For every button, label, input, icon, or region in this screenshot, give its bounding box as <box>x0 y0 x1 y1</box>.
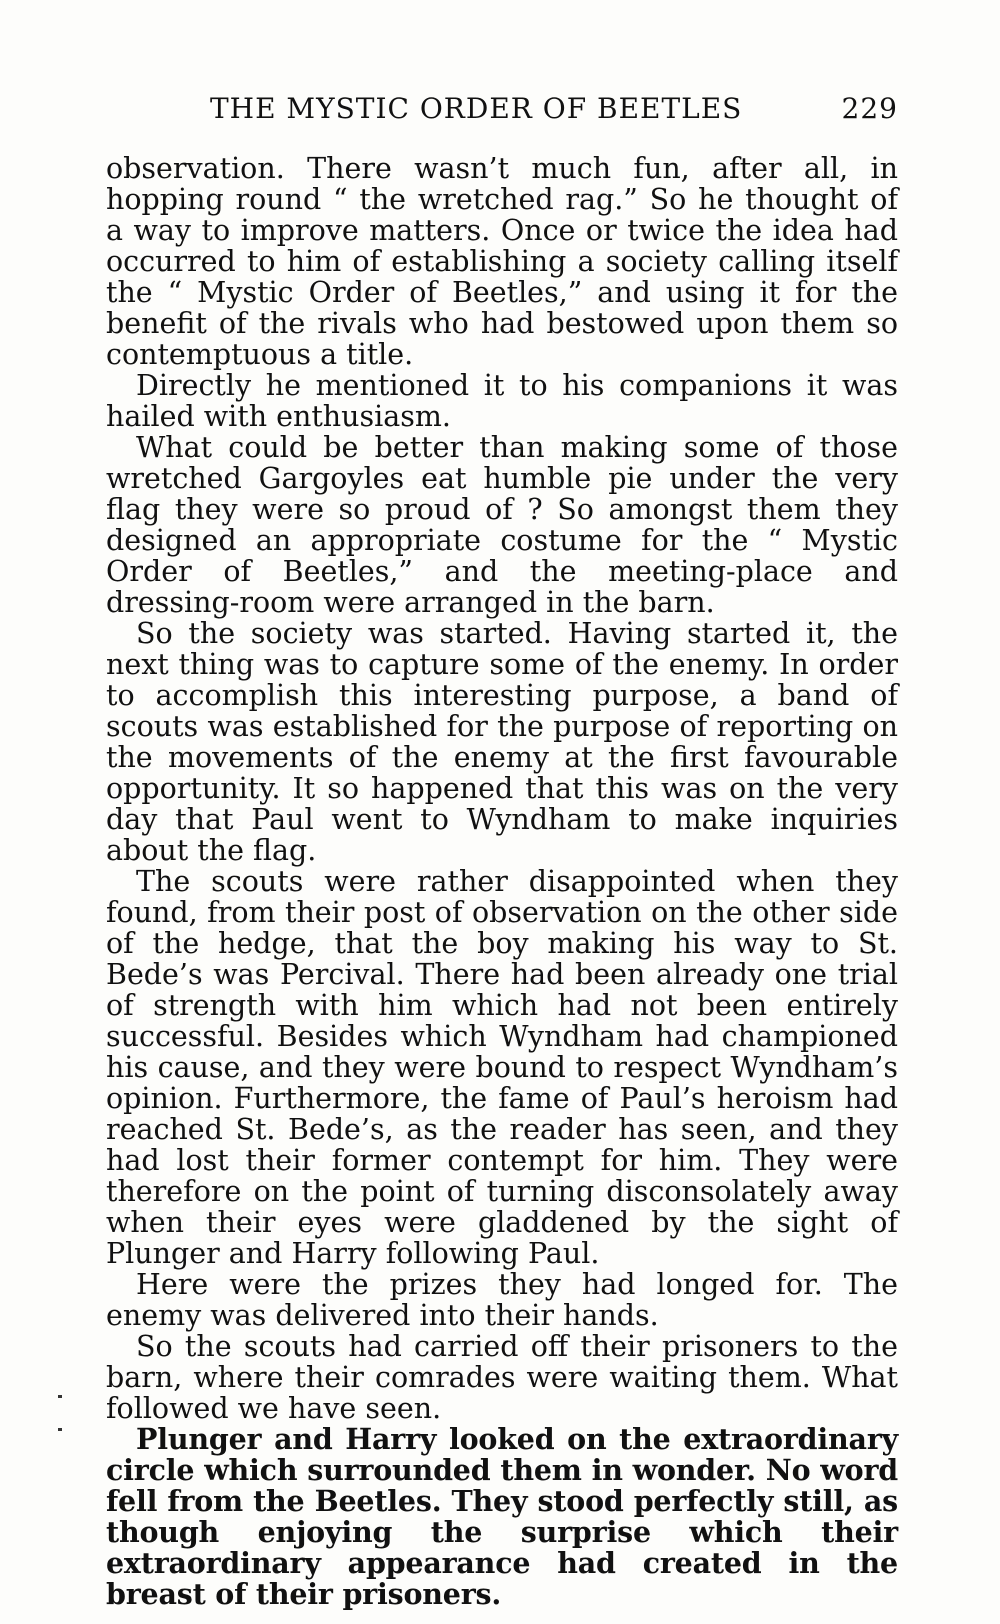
paragraph: So the scouts had carried off their prisoners to the barn, where their comrades were waiting them. What followed we have seen. <box>106 1330 898 1425</box>
margin-mark <box>58 1428 62 1431</box>
running-head <box>106 92 898 132</box>
body-text <box>106 153 898 1610</box>
paragraph: Plunger and Harry looked on the extraordinary circle which surrounded them in wonder. No word fell from the Beetles. They stood perfectly still, as though enjoying the surprise which their extraordinary appearance had created in the breast of their prisoners. <box>106 1422 898 1611</box>
paragraph: Here were the prizes they had longed for. The enemy was delivered into their hands. <box>106 1268 898 1332</box>
paragraph: What could be better than making some of those wretched Gargoyles eat humble pie under the very flag they were so proud of ? So amongst them they designed an appropriate costume for the “ Mystic Order of Beetles,” and the meeting-place and dressing-room were arranged in the barn. <box>106 431 898 619</box>
paragraph: Directly he mentioned it to his companions it was hailed with enthusiasm. <box>106 369 898 433</box>
chapter-title: THE MYSTIC ORDER OF BEETLES <box>210 92 743 125</box>
paragraph: observation. There wasn’t much fun, after all, in hopping round “ the wretched rag.” So he thought of a way to improve matters. Once or twice the idea had occurred to him of establishing a society calling itself the “ Mystic Order of Beetles,” and using it for the benefit of the rivals who had bestowed upon them so contemptuous a title. <box>106 152 898 371</box>
paragraph: So the society was started. Having started it, the next thing was to capture some of the enemy. In order to accomplish this interesting purpose, a band of scouts was established for the purpose of reporting on the movements of the enemy at the first favourable opportunity. It so happened that this was on the very day that Paul went to Wyndham to make inquiries about the flag. <box>106 617 898 867</box>
page-number: 229 <box>841 92 898 125</box>
paragraph: The scouts were rather disappointed when they found, from their post of observation on the other side of the hedge, that the boy making his way to St. Bede’s was Percival. There had been already one trial of strength with him which had not been entirely successful. Besides which Wyndham had championed his cause, and they were bound to respect Wyndham’s opinion. Furthermore, the fame of Paul’s heroism had reached St. Bede’s, as the reader has seen, and they had lost their former contempt for him. They were therefore on the point of turning disconsolately away when their eyes were gladdened by the sight of Plunger and Harry following Paul. <box>106 865 898 1270</box>
margin-mark <box>58 1395 62 1398</box>
